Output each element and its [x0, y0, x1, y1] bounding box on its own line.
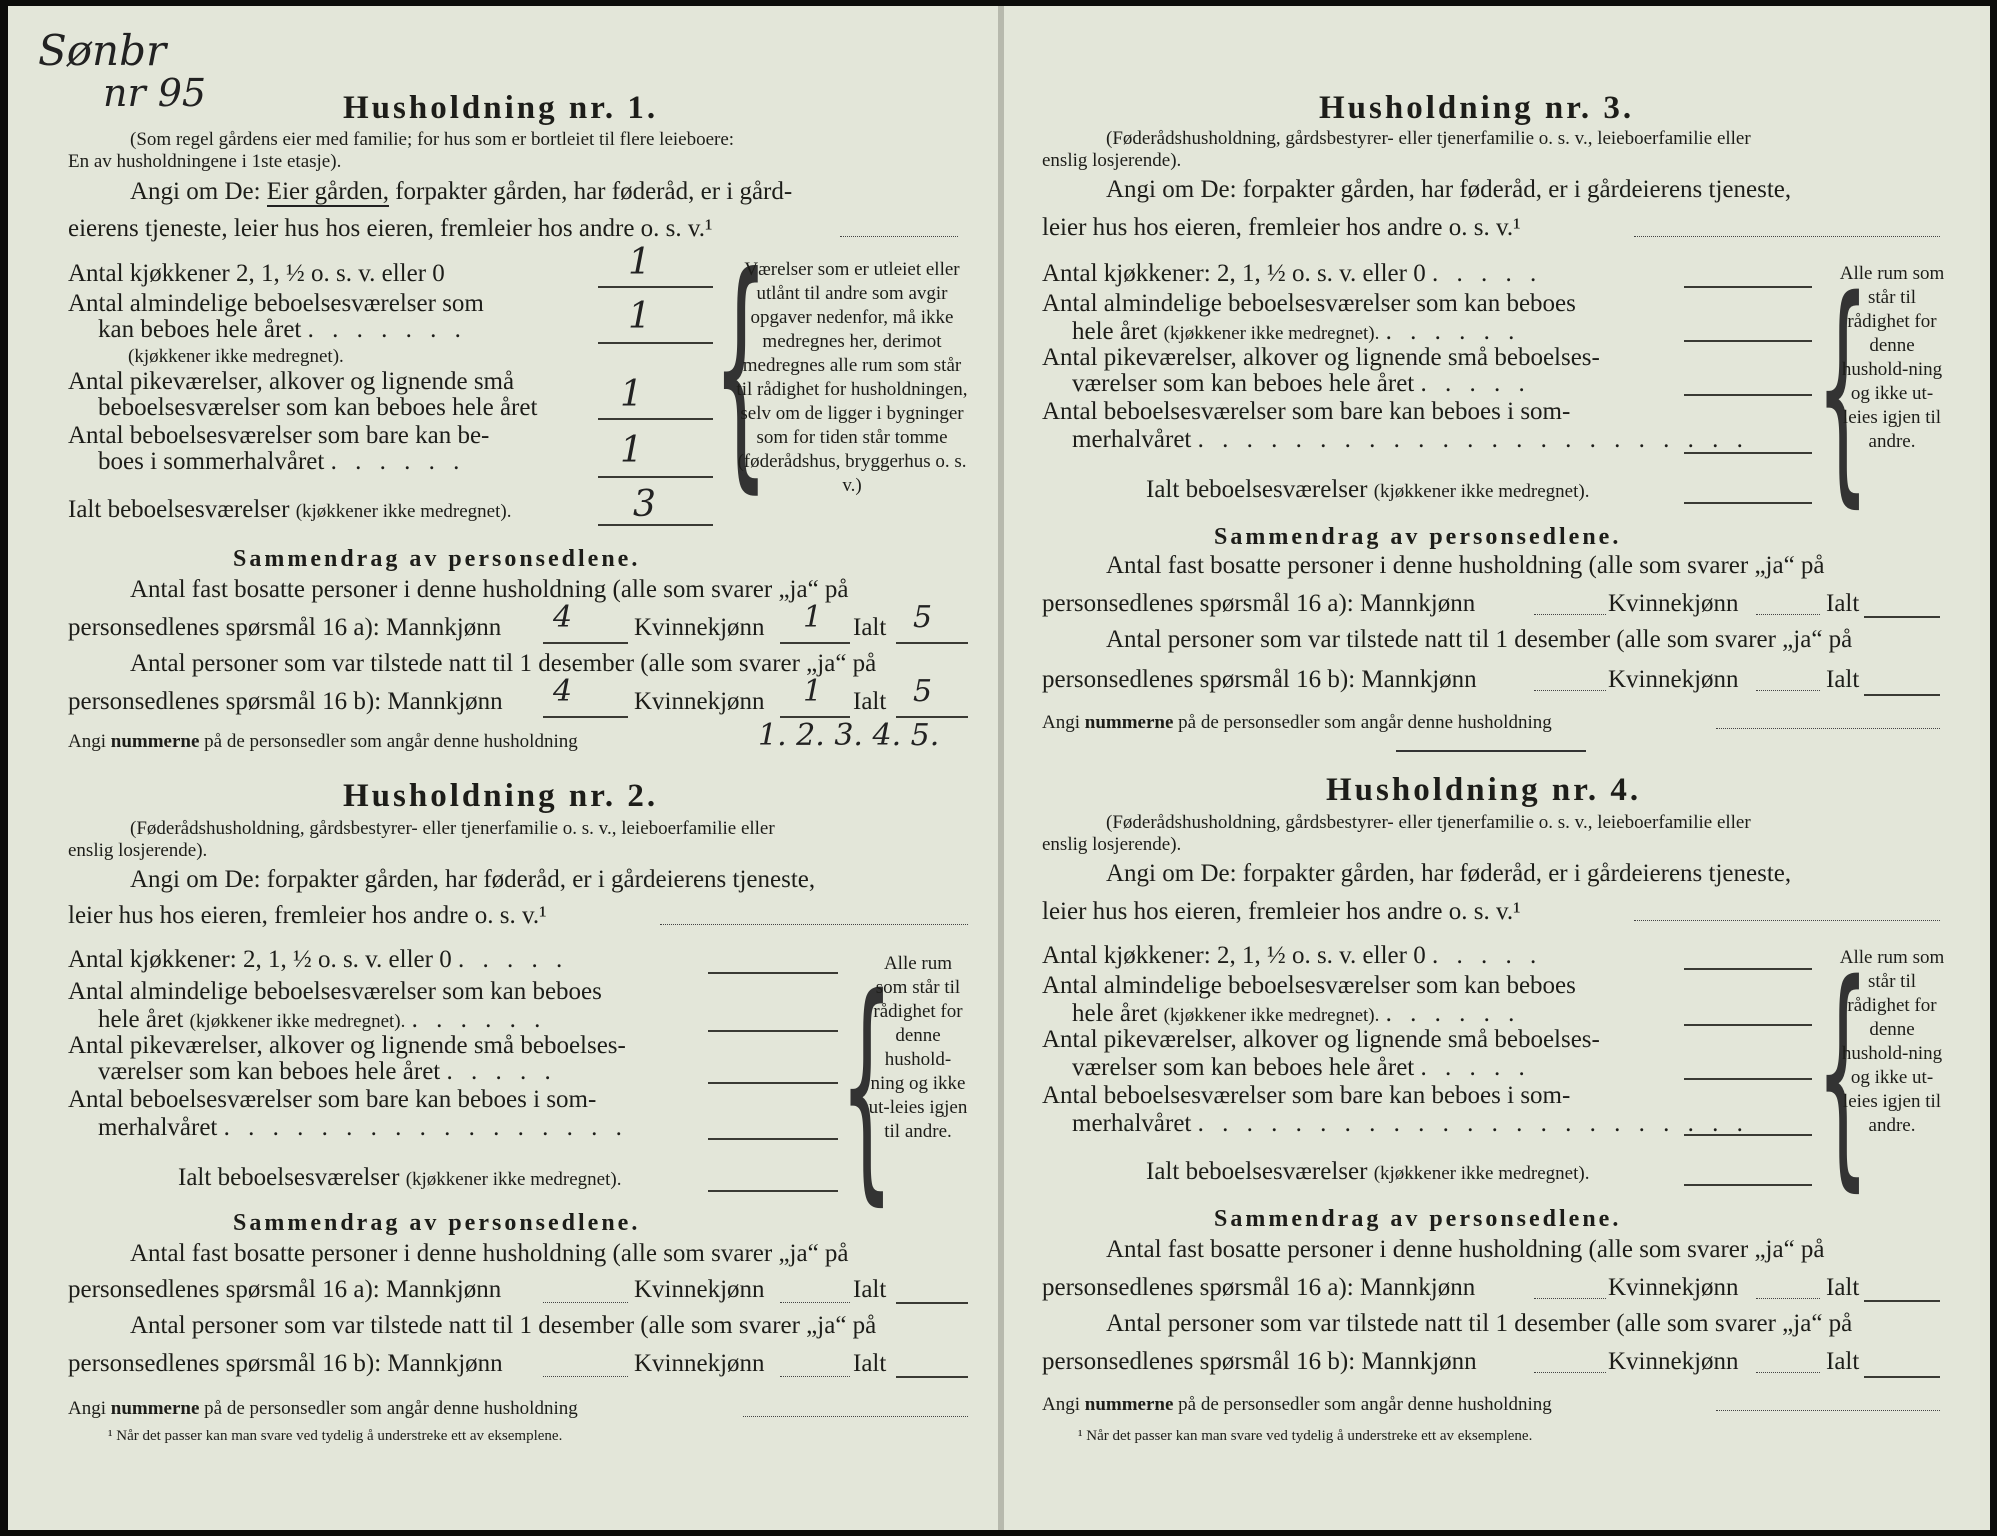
hh4-fast-1: Antal fast bosatte personer i denne husholdning (alle som svarer „ja“ på: [1106, 1236, 1825, 1263]
hh3-brace-icon: {: [1816, 248, 1870, 528]
hh1-nummer-value: 1. 2. 3. 4. 5.: [758, 718, 940, 753]
hh3-foderaad-1: (Føderådshusholdning, gårdsbestyrer- eller tjenerfamilie o. s. v., leieboerfamilie eller: [1106, 128, 1751, 149]
hh3-side-note: Alle rum som står til rådighet for denne hushold-ning og ikke ut-leies igjen til andre.: [1839, 263, 1945, 452]
hh1-alm-ex: (kjøkkener ikke medregnet).: [128, 346, 344, 367]
hh1-ialt-label: Ialt beboelsesværelser (kjøkkener ikke medregnet).: [68, 496, 512, 523]
hh1-side-note: Værelser som er utleiet eller utlånt til andre som avgir opgaver nedenfor, må ikke medregnes her, derimot medregnes alle rum som står til rådighet for husholdningen, selv om de ligger i bygninger som for tiden står tomme (føderådshus, bryggerhus o. s. v.): [736, 259, 968, 496]
hh1-natt-i: 5: [913, 674, 933, 709]
hh2-sammendrag: Sammendrag av personsedlene.: [233, 1210, 641, 1236]
hh1-natt-ialt-label: Ialt: [853, 688, 887, 715]
hh4-fast-2: personsedlenes spørsmål 16 a): Mannkjønn: [1042, 1274, 1476, 1301]
hh1-alm-value: 1: [628, 296, 651, 337]
handwritten-note-1: Sønbr: [38, 26, 167, 75]
hh4-foderaad-2: enslig losjerende).: [1042, 834, 1182, 855]
hh2-natt-1: Antal personer som var tilstede natt til 1 desember (alle som svarer „ja“ på: [130, 1312, 877, 1339]
hh4-alm-2: hele året (kjøkkener ikke medregnet). . . . . . .: [1072, 1000, 1521, 1027]
hh2-natt-2: personsedlenes spørsmål 16 b): Mannkjønn: [68, 1350, 503, 1377]
section-divider: [1396, 750, 1586, 752]
hh1-intro-1: (Som regel gårdens eier med familie; for hus som er bortleiet til flere leieboere:: [130, 129, 735, 150]
hh1-angi-label: Angi om De:: [130, 178, 261, 205]
hh3-kjokken-label: Antal kjøkkener: 2, 1, ½ o. s. v. eller 0 . . . . .: [1042, 260, 1543, 287]
hh4-alm-1: Antal almindelige beboelsesværelser som kan beboes: [1042, 972, 1576, 999]
hh3-angi-1: Angi om De: forpakter gården, har føderåd, er i gårdeierens tjeneste,: [1106, 176, 1792, 203]
hh1-fast-m: 4: [553, 600, 573, 635]
hh1-alm-1: Antal almindelige beboelsesværelser som: [68, 290, 484, 317]
hh1-sommer-1: Antal beboelsesværelser som bare kan be-: [68, 422, 490, 449]
hh1-fast-k: 1: [803, 600, 823, 635]
hh2-fast-2: personsedlenes spørsmål 16 a): Mannkjønn: [68, 1276, 502, 1303]
hh1-ialt-value: 3: [633, 484, 656, 525]
hh3-sommer-1: Antal beboelsesværelser som bare kan beboes i som-: [1042, 398, 1571, 425]
hh4-ialt-label: Ialt beboelsesværelser (kjøkkener ikke medregnet).: [1146, 1158, 1590, 1185]
hh2-alm-2: hele året (kjøkkener ikke medregnet). . . . . . .: [98, 1006, 547, 1033]
hh3-title: Husholdning nr. 3.: [1319, 90, 1635, 126]
hh2-pike-2: værelser som kan beboes hele året . . . . .: [98, 1058, 557, 1085]
hh2-sommer-1: Antal beboelsesværelser som bare kan beboes i som-: [68, 1086, 597, 1113]
hh3-fast-kvinne-label: Kvinnekjønn: [1608, 590, 1739, 617]
hh4-pike-1: Antal pikeværelser, alkover og lignende små beboelses-: [1042, 1026, 1600, 1053]
hh1-angi-rest: forpakter gården, har føderåd, er i gård-: [388, 178, 793, 205]
hh3-fast-2: personsedlenes spørsmål 16 a): Mannkjønn: [1042, 590, 1476, 617]
right-footnote: ¹ Når det passer kan man svare ved tydelig å understreke ett av eksemplene.: [1078, 1428, 1533, 1444]
hh2-angi-2: leier hus hos eieren, fremleier hos andre o. s. v.¹: [68, 902, 547, 929]
hh3-sammendrag: Sammendrag av personsedlene.: [1214, 524, 1622, 550]
hh1-natt-1: Antal personer som var tilstede natt til 1 desember (alle som svarer „ja“ på: [130, 650, 877, 677]
hh3-ialt-label: Ialt beboelsesværelser (kjøkkener ikke medregnet).: [1146, 476, 1590, 503]
hh3-angi-2: leier hus hos eieren, fremleier hos andre o. s. v.¹: [1042, 214, 1521, 241]
hh4-sammendrag: Sammendrag av personsedlene.: [1214, 1206, 1622, 1232]
hh4-natt-ialt-label: Ialt: [1826, 1348, 1860, 1375]
hh1-kjokken-value: 1: [628, 242, 651, 283]
hh1-natt-k: 1: [803, 674, 823, 709]
hh4-pike-2: værelser som kan beboes hele året . . . . .: [1072, 1054, 1531, 1081]
hh4-angi-2: leier hus hos eieren, fremleier hos andre o. s. v.¹: [1042, 898, 1521, 925]
hh2-natt-ialt-label: Ialt: [853, 1350, 887, 1377]
hh1-intro-2: En av husholdningene i 1ste etasje).: [68, 151, 342, 172]
hh2-fast-1: Antal fast bosatte personer i denne husholdning (alle som svarer „ja“ på: [130, 1240, 849, 1267]
hh1-natt-2: personsedlenes spørsmål 16 b): Mannkjønn: [68, 688, 503, 715]
hh3-fast-1: Antal fast bosatte personer i denne husholdning (alle som svarer „ja“ på: [1106, 552, 1825, 579]
hh2-title: Husholdning nr. 2.: [343, 778, 659, 814]
hh1-sommer-value: 1: [620, 430, 643, 471]
hh2-pike-1: Antal pikeværelser, alkover og lignende små beboelses-: [68, 1032, 626, 1059]
hh4-natt-2: personsedlenes spørsmål 16 b): Mannkjønn: [1042, 1348, 1477, 1375]
right-page: [1004, 6, 1990, 1530]
hh3-alm-1: Antal almindelige beboelsesværelser som kan beboes: [1042, 290, 1576, 317]
hh3-foderaad-2: enslig losjerende).: [1042, 150, 1182, 171]
hh2-kjokken-label: Antal kjøkkener: 2, 1, ½ o. s. v. eller 0 . . . . .: [68, 946, 569, 973]
hh2-foderaad-1: (Føderådshusholdning, gårdsbestyrer- eller tjenerfamilie o. s. v., leieboerfamilie eller: [130, 818, 775, 839]
hh1-fast-ialt-label: Ialt: [853, 614, 887, 641]
hh1-natt-m: 4: [553, 674, 573, 709]
hh2-natt-kvinne-label: Kvinnekjønn: [634, 1350, 765, 1377]
handwritten-note-2: nr 95: [103, 71, 207, 115]
hh1-nummerne-label: Angi nummerne på de personsedler som angår denne husholdning: [68, 731, 578, 752]
hh1-sammendrag: Sammendrag av personsedlene.: [233, 546, 641, 572]
hh3-sommer-2: merhalvåret . . . . . . . . . . . . . . . . . . . . . . .: [1072, 426, 1749, 453]
hh2-sommer-2: merhalvåret . . . . . . . . . . . . . . . . .: [98, 1114, 628, 1141]
hh1-title: Husholdning nr. 1.: [343, 90, 659, 126]
hh1-eier-garden-underlined: Eier gården,: [266, 178, 389, 205]
hh1-angi-line2: eierens tjeneste, leier hus hos eieren, fremleier hos andre o. s. v.¹: [68, 215, 713, 242]
hh2-nummerne-label: Angi nummerne på de personsedler som angår denne husholdning: [68, 1398, 578, 1419]
hh4-sommer-1: Antal beboelsesværelser som bare kan beboes i som-: [1042, 1082, 1571, 1109]
hh4-brace-icon: {: [1816, 932, 1870, 1212]
hh1-fast-kvinne-label: Kvinnekjønn: [634, 614, 765, 641]
left-page: [8, 6, 998, 1530]
hh1-brace-icon: {: [713, 223, 769, 514]
hh2-foderaad-2: enslig losjerende).: [68, 840, 208, 861]
hh1-pike-1: Antal pikeværelser, alkover og lignende små: [68, 368, 515, 395]
hh1-fast-1: Antal fast bosatte personer i denne husholdning (alle som svarer „ja“ på: [130, 576, 849, 603]
hh1-natt-kvinne-label: Kvinnekjønn: [634, 688, 765, 715]
hh1-alm-2: kan beboes hele året . . . . . . .: [98, 316, 467, 343]
hh4-sommer-2: merhalvåret . . . . . . . . . . . . . . . . . . . . . . .: [1072, 1110, 1749, 1137]
hh1-kjokken-label: Antal kjøkkener 2, 1, ½ o. s. v. eller 0: [68, 260, 445, 287]
hh3-alm-2: hele året (kjøkkener ikke medregnet). . . . . . .: [1072, 318, 1521, 345]
hh4-side-note: Alle rum som står til rådighet for denne hushold-ning og ikke ut-leies igjen til andre.: [1839, 947, 1945, 1136]
hh4-angi-1: Angi om De: forpakter gården, har føderåd, er i gårdeierens tjeneste,: [1106, 860, 1792, 887]
hh1-fast-2: personsedlenes spørsmål 16 a): Mannkjønn: [68, 614, 502, 641]
hh3-pike-2: værelser som kan beboes hele året . . . . .: [1072, 370, 1531, 397]
hh1-pike-2: beboelsesværelser som kan beboes hele året: [98, 394, 538, 421]
hh3-natt-ialt-label: Ialt: [1826, 666, 1860, 693]
hh2-angi-1: Angi om De: forpakter gården, har føderåd, er i gårdeierens tjeneste,: [130, 866, 816, 893]
hh3-pike-1: Antal pikeværelser, alkover og lignende små beboelses-: [1042, 344, 1600, 371]
hh2-brace-icon: {: [840, 946, 894, 1226]
hh4-foderaad-1: (Føderådshusholdning, gårdsbestyrer- eller tjenerfamilie o. s. v., leieboerfamilie eller: [1106, 812, 1751, 833]
hh2-alm-1: Antal almindelige beboelsesværelser som kan beboes: [68, 978, 602, 1005]
hh3-fast-ialt-label: Ialt: [1826, 590, 1860, 617]
hh1-sommer-2: boes i sommerhalvåret . . . . . .: [98, 448, 466, 475]
hh3-natt-1: Antal personer som var tilstede natt til 1 desember (alle som svarer „ja“ på: [1106, 626, 1853, 653]
hh3-natt-kvinne-label: Kvinnekjønn: [1608, 666, 1739, 693]
hh1-pike-value: 1: [620, 374, 643, 415]
hh4-fast-kvinne-label: Kvinnekjønn: [1608, 1274, 1739, 1301]
hh4-natt-kvinne-label: Kvinnekjønn: [1608, 1348, 1739, 1375]
hh3-nummerne-label: Angi nummerne på de personsedler som angår denne husholdning: [1042, 712, 1552, 733]
hh3-natt-2: personsedlenes spørsmål 16 b): Mannkjønn: [1042, 666, 1477, 693]
hh4-title: Husholdning nr. 4.: [1326, 772, 1642, 808]
left-footnote: ¹ Når det passer kan man svare ved tydelig å understreke ett av eksemplene.: [108, 1428, 563, 1444]
hh4-natt-1: Antal personer som var tilstede natt til 1 desember (alle som svarer „ja“ på: [1106, 1310, 1853, 1337]
hh4-nummerne-label: Angi nummerne på de personsedler som angår denne husholdning: [1042, 1394, 1552, 1415]
hh1-fast-i: 5: [913, 600, 933, 635]
hh2-side-note: Alle rum som står til rådighet for denne hushold-ning og ikke ut-leies igjen til andre.: [868, 953, 968, 1142]
hh2-fast-kvinne-label: Kvinnekjønn: [634, 1276, 765, 1303]
hh1-angi-line1: [130, 178, 792, 206]
hh2-fast-ialt-label: Ialt: [853, 1276, 887, 1303]
hh4-kjokken-label: Antal kjøkkener: 2, 1, ½ o. s. v. eller 0 . . . . .: [1042, 942, 1543, 969]
hh2-ialt-label: Ialt beboelsesværelser (kjøkkener ikke medregnet).: [178, 1164, 622, 1191]
hh4-fast-ialt-label: Ialt: [1826, 1274, 1860, 1301]
